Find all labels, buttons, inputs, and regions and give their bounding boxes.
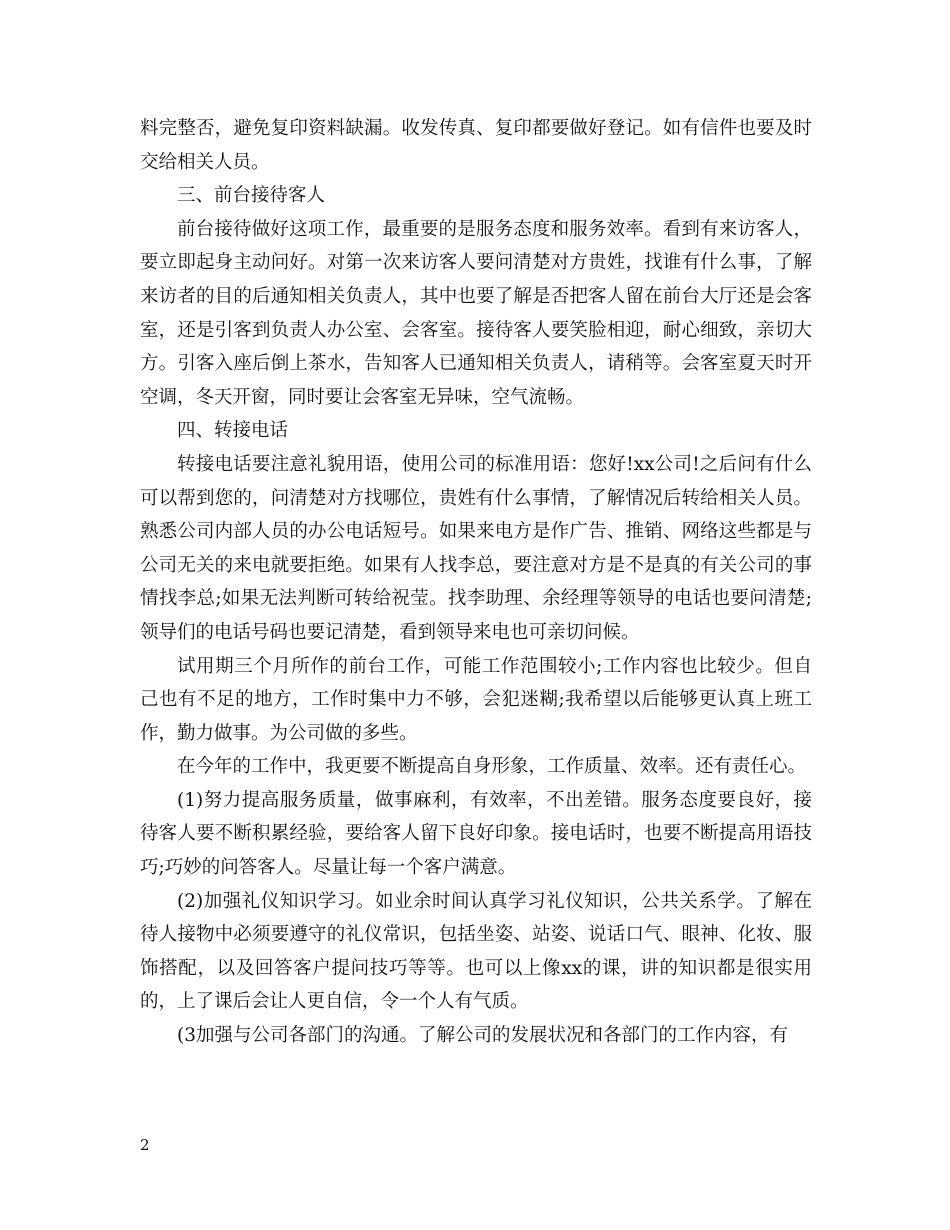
paragraph: 前台接待做好这项工作，最重要的是服务态度和服务效率。看到有来访客人，要立即起身主动问好。对第一次来访客人要问清楚对方贵姓，找谁有什么事，了解来访者的目的后通知相关负责人，其中也要了解是否把客人留在前台大厅还是会客室，还是引客到负责人办公室、会客室。接待客人要笑脸相迎，耐心细致，亲切大方。引客入座后倒上茶水，告知客人已通知相关负责人，请稍等。会客室夏天时开空调，冬天开窗，同时要让会客室无异味，空气流畅。: [140, 218, 812, 408]
paragraph: 转接电话要注意礼貌用语，使用公司的标准用语：您好!xx公司!之后问有什么可以帮到您的，问清楚对方找哪位，贵姓有什么事情，了解情况后转给相关人员。熟悉公司内部人员的办公电话短号。如果来电方是作广告、推销、网络这些都是与公司无关的来电就要拒绝。如果有人找李总，要注意对方是不是真的有关公司的事情找李总;如果无法判断可转给祝莹。找李助理、余经理等领导的电话也要问清楚;领导们的电话号码也要记清楚，看到领导来电也可亲切问候。: [140, 453, 812, 643]
paragraph: 试用期三个月所作的前台工作，可能工作范围较小;工作内容也比较少。但自己也有不足的地方，工作时集中力不够，会犯迷糊;我希望以后能够更认真上班工作，勤力做事。为公司做的多些。: [140, 655, 812, 744]
paragraph: 在今年的工作中，我更要不断提高自身形象，工作质量、效率。还有责任心。: [177, 756, 807, 778]
section-heading: 三、前台接待客人: [177, 185, 326, 207]
list-item: (2)加强礼仪知识学习。如业余时间认真学习礼仪知识，公共关系学。了解在待人接物中必须要遵守的礼仪常识，包括坐姿、站姿、说话口气、眼神、化妆、服饰搭配，以及回答客户提问技巧等等。也可以上像xx的课，讲的知识都是很实用的，上了课后会让人更自信，令一个人有气质。: [140, 890, 812, 1013]
body-text: [140, 112, 812, 1053]
list-item: (1)努力提高服务质量，做事麻利，有效率，不出差错。服务态度要良好，接待客人要不断积累经验，要给客人留下良好印象。接电话时，也要不断提高用语技巧;巧妙的问答客人。尽量让每一个客户满意。: [140, 789, 812, 879]
list-item: (3加强与公司各部门的沟通。了解公司的发展状况和各部门的工作内容，有: [177, 1025, 788, 1047]
section-heading: 四、转接电话: [177, 420, 289, 442]
page-number: 2: [140, 1136, 150, 1154]
paragraph: 料完整否，避免复印资料缺漏。收发传真、复印都要做好登记。如有信件也要及时交给相关人员。: [140, 118, 812, 173]
